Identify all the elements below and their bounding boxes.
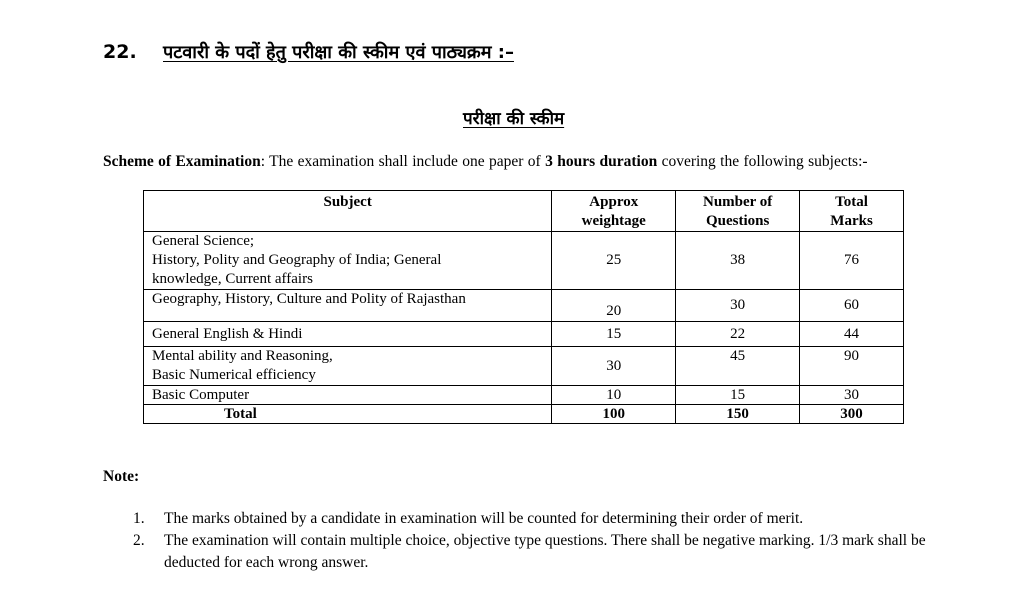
header-questions: Number of Questions xyxy=(676,191,800,232)
section-heading xyxy=(103,40,514,64)
header-weightage: Approx weightage xyxy=(552,191,676,232)
exam-table xyxy=(143,190,904,424)
cell-marks: 30 xyxy=(800,386,904,405)
cell-questions: 30 xyxy=(676,290,800,322)
note-text: The marks obtained by a candidate in examination will be counted for determining their order of merit. xyxy=(164,510,804,527)
note-list xyxy=(133,508,953,574)
table-row xyxy=(144,386,904,405)
header-subject: Subject xyxy=(144,191,552,232)
total-weightage: 100 xyxy=(552,405,676,424)
cell-marks: 76 xyxy=(800,232,904,290)
cell-weightage: 10 xyxy=(552,386,676,405)
list-item xyxy=(133,508,953,530)
note-text: The examination will contain multiple choice, objective type questions. There shall be negative marking. 1/3 mark shall be deducted for each wrong answer. xyxy=(164,532,926,571)
table-total-row xyxy=(144,405,904,424)
scheme-text-before: : The examination shall include one paper of xyxy=(260,153,546,170)
cell-subject: Geography, History, Culture and Polity of Rajasthan xyxy=(144,290,552,322)
cell-questions: 38 xyxy=(676,232,800,290)
subtitle: परीक्षा की स्कीम xyxy=(463,109,565,129)
list-item xyxy=(133,530,953,574)
cell-questions: 45 xyxy=(676,347,800,386)
total-marks: 300 xyxy=(800,405,904,424)
scheme-text-after: covering the following subjects:- xyxy=(657,153,868,170)
table-row xyxy=(144,290,904,322)
section-title: पटवारी के पदों हेतु परीक्षा की स्कीम एवं पाठ्यक्रम :– xyxy=(163,42,514,63)
section-number: 22. xyxy=(103,41,137,63)
cell-subject: General English & Hindi xyxy=(144,322,552,347)
cell-weightage: 15 xyxy=(552,322,676,347)
cell-subject: General Science; History, Polity and Geography of India; General knowledge, Current affairs xyxy=(144,232,552,290)
cell-subject: Mental ability and Reasoning, Basic Numerical efficiency xyxy=(144,347,552,386)
table-header-row xyxy=(144,191,904,232)
note-index: 2. xyxy=(133,532,145,549)
cell-questions: 22 xyxy=(676,322,800,347)
cell-weightage: 20 xyxy=(552,290,676,322)
total-questions: 150 xyxy=(676,405,800,424)
table-row xyxy=(144,347,904,386)
scheme-duration: 3 hours duration xyxy=(545,153,658,170)
scheme-label: Scheme of Examination xyxy=(103,153,261,170)
scheme-paragraph xyxy=(103,153,868,171)
header-marks: Total Marks xyxy=(800,191,904,232)
table-row xyxy=(144,322,904,347)
cell-questions: 15 xyxy=(676,386,800,405)
cell-marks: 90 xyxy=(800,347,904,386)
note-index: 1. xyxy=(133,510,145,527)
cell-weightage: 25 xyxy=(552,232,676,290)
cell-weightage: 30 xyxy=(552,347,676,386)
table-row xyxy=(144,232,904,290)
total-label: Total xyxy=(144,405,552,424)
cell-marks: 60 xyxy=(800,290,904,322)
note-label: Note: xyxy=(103,468,140,485)
cell-marks: 44 xyxy=(800,322,904,347)
cell-subject: Basic Computer xyxy=(144,386,552,405)
